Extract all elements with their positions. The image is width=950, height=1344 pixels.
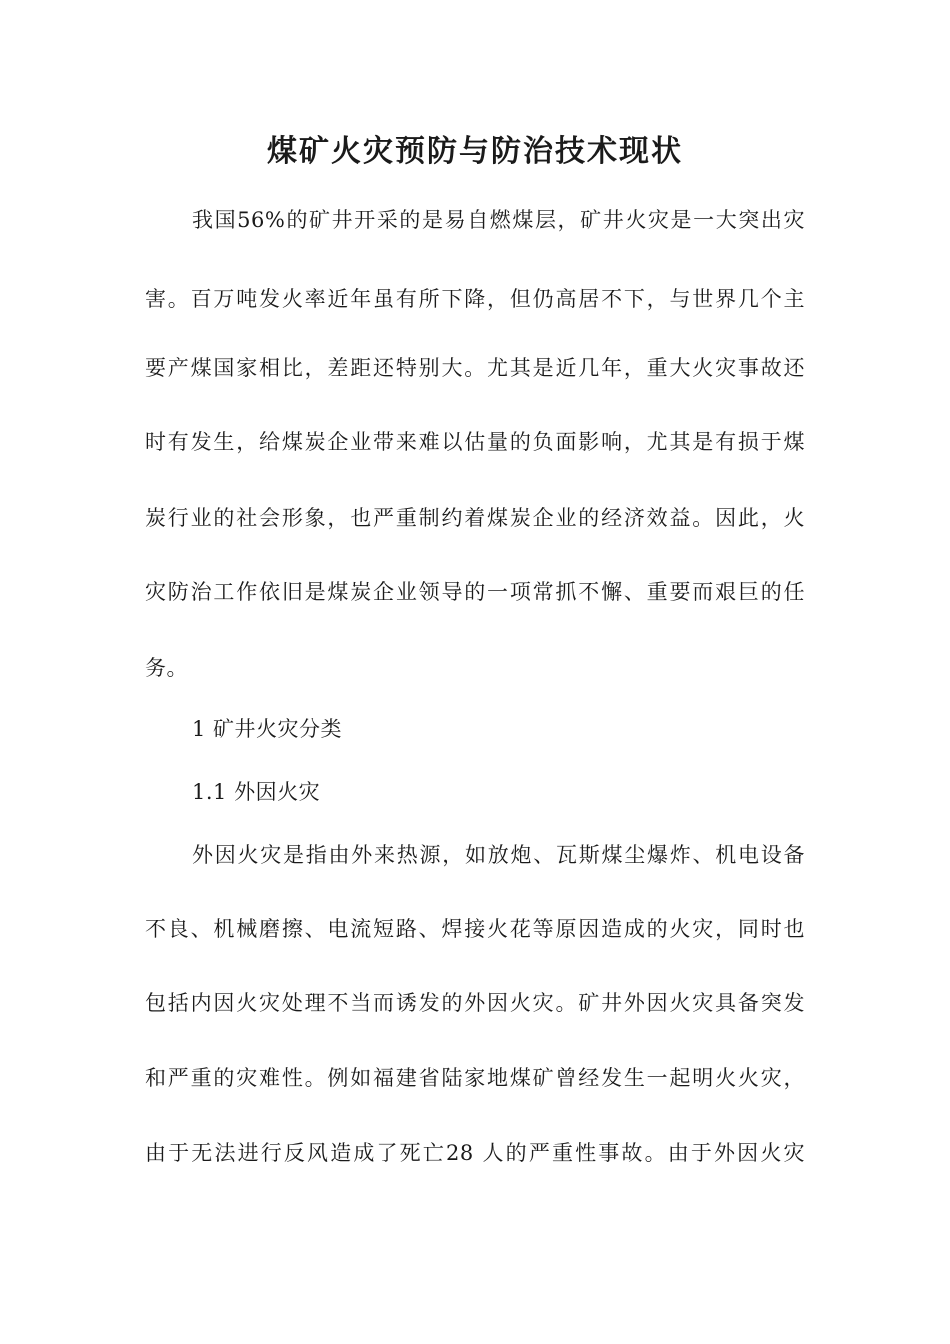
paragraph-1-line-6: 灾防治工作依旧是煤炭企业领导的一项常抓不懈、重要而艰巨的任 (145, 580, 805, 604)
paragraph-1-line-2: 害。百万吨发火率近年虽有所下降，但仍高居不下，与世界几个主 (145, 287, 805, 311)
paragraph-1-line-7: 务。 (145, 656, 188, 680)
paragraph-2-line-2: 不良、机械磨擦、电流短路、焊接火花等原因造成的火灾，同时也 (145, 917, 805, 941)
paragraph-2-line-5: 由于无法进行反风造成了死亡28 人的严重性事故。由于外因火灾 (145, 1141, 805, 1165)
subsection-heading: 1.1 外因火灾 (192, 780, 321, 804)
paragraph-1-line-4: 时有发生，给煤炭企业带来难以估量的负面影响，尤其是有损于煤 (145, 430, 805, 454)
paragraph-2-line-1: 外因火灾是指由外来热源，如放炮、瓦斯煤尘爆炸、机电设备 (192, 843, 805, 867)
paragraph-1-line-5: 炭行业的社会形象，也严重制约着煤炭企业的经济效益。因此，火 (145, 506, 805, 530)
paragraph-2-line-3: 包括内因火灾处理不当而诱发的外因火灾。矿井外因火灾具备突发 (145, 991, 805, 1015)
document-title: 煤矿火灾预防与防治技术现状 (267, 134, 683, 169)
paragraph-1-line-3: 要产煤国家相比，差距还特别大。尤其是近几年，重大火灾事故还 (145, 356, 805, 380)
paragraph-1-line-1: 我国56%的矿井开采的是易自燃煤层，矿井火灾是一大突出灾 (192, 208, 805, 232)
paragraph-2-line-4: 和严重的灾难性。例如福建省陆家地煤矿曾经发生一起明火火灾， (145, 1066, 805, 1090)
section-heading: 1 矿井火灾分类 (192, 717, 343, 741)
